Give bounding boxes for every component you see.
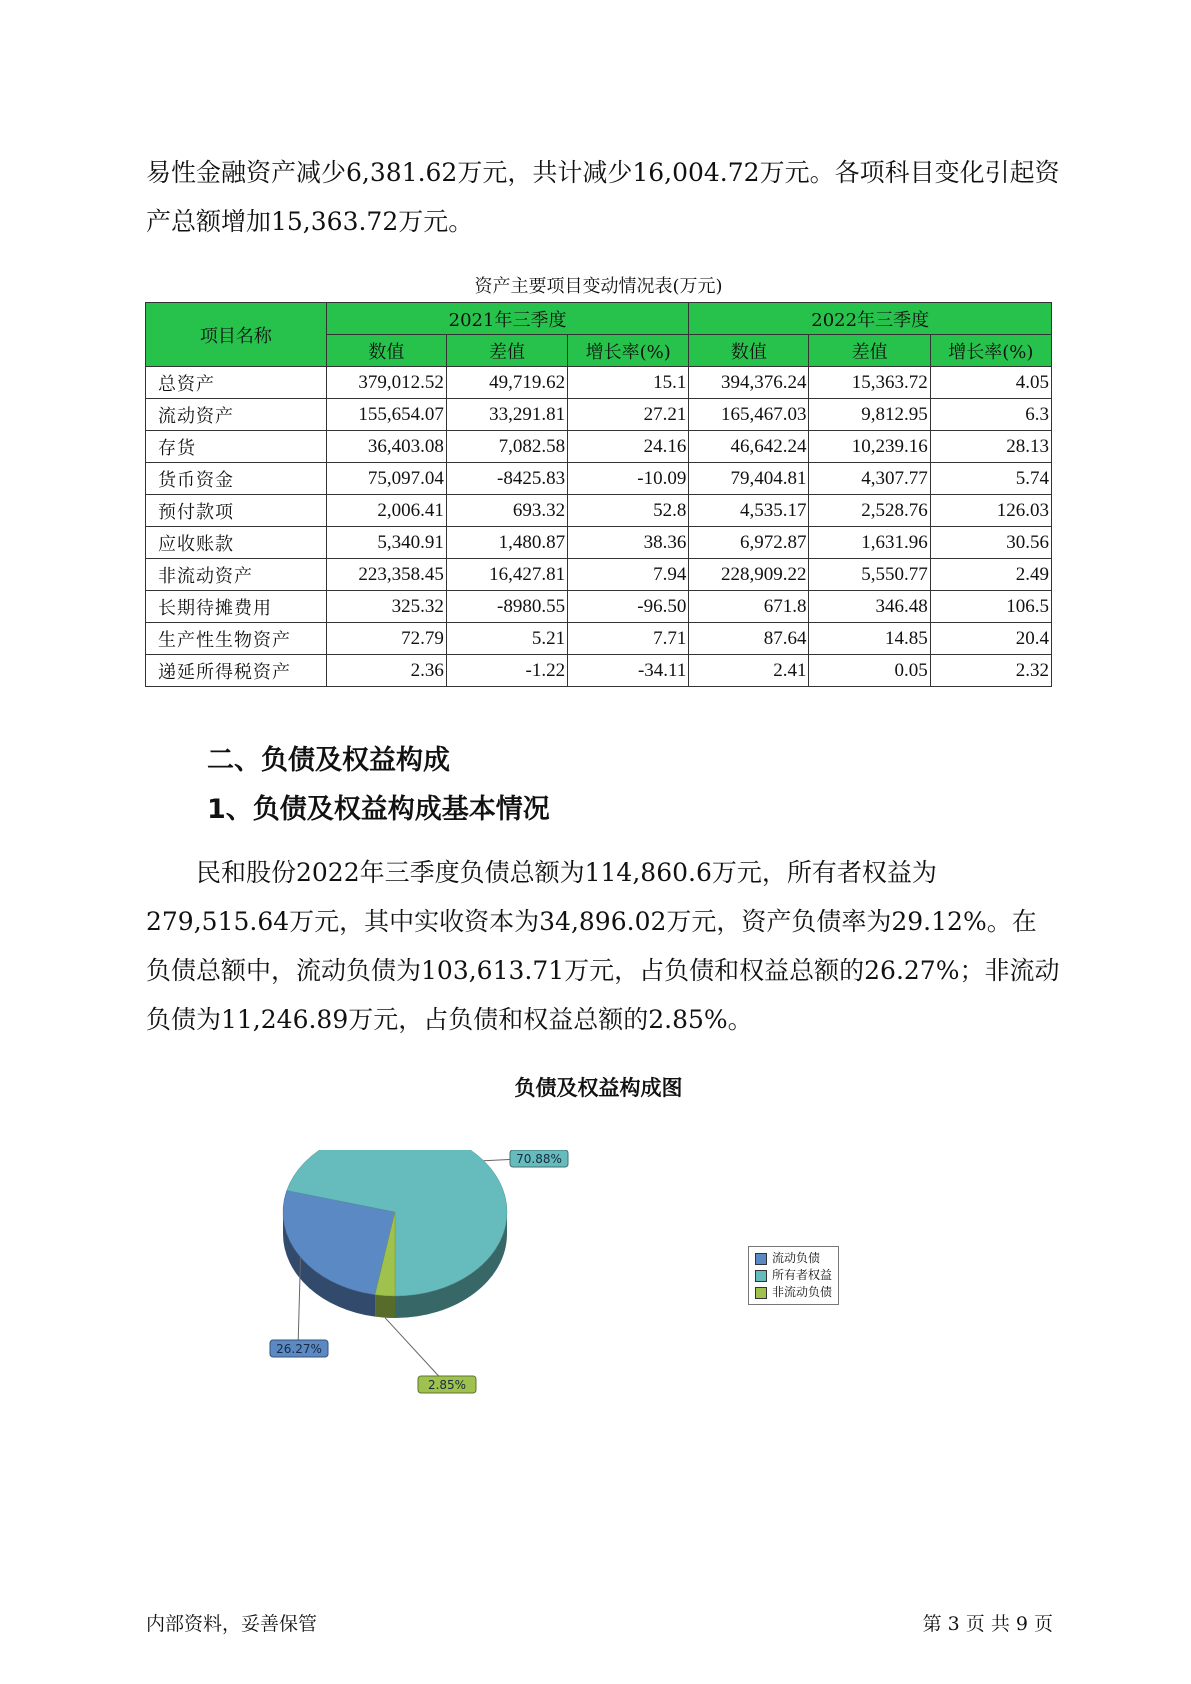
label-leader-line — [385, 1318, 446, 1384]
cell-d1: 16,427.81 — [446, 559, 567, 591]
cell-g2: 30.56 — [930, 527, 1051, 559]
intro-paragraph: 易性金融资产减少6,381.62万元，共计减少16,004.72万元。各项科目变化引起资产总额增加15,363.72万元。 — [146, 158, 1060, 236]
cell-g2: 4.05 — [930, 367, 1051, 399]
chart-legend — [748, 1246, 839, 1305]
cell-g1: 38.36 — [568, 527, 689, 559]
table-row — [146, 495, 1052, 527]
cell-v1: 379,012.52 — [326, 367, 446, 399]
cell-d2: 346.48 — [809, 591, 930, 623]
row-item-name: 流动资产 — [146, 399, 327, 431]
cell-d2: 1,631.96 — [809, 527, 930, 559]
table-row — [146, 399, 1052, 431]
cell-g1: 7.71 — [568, 623, 689, 655]
cell-d1: -8980.55 — [446, 591, 567, 623]
cell-v2: 46,642.24 — [689, 431, 809, 463]
cell-g1: 52.8 — [568, 495, 689, 527]
header-period-2022: 2022年三季度 — [689, 303, 1052, 335]
table-row — [146, 527, 1052, 559]
chart-title: 负债及权益构成图 — [514, 1076, 683, 1100]
pie-chart — [240, 1150, 660, 1410]
cell-v1: 2.36 — [326, 655, 446, 687]
row-item-name: 非流动资产 — [146, 559, 327, 591]
cell-v1: 5,340.91 — [326, 527, 446, 559]
cell-g1: -10.09 — [568, 463, 689, 495]
cell-g1: 27.21 — [568, 399, 689, 431]
header-diff: 差值 — [809, 335, 930, 367]
row-item-name: 应收账款 — [146, 527, 327, 559]
cell-v1: 223,358.45 — [326, 559, 446, 591]
pie-side-2 — [375, 1295, 395, 1318]
table-row — [146, 463, 1052, 495]
header-growth: 增长率(%) — [930, 335, 1051, 367]
legend-label: 所有者权益 — [772, 1268, 833, 1282]
row-item-name: 总资产 — [146, 367, 327, 399]
cell-g2: 5.74 — [930, 463, 1051, 495]
cell-v2: 165,467.03 — [689, 399, 809, 431]
cell-d2: 2,528.76 — [809, 495, 930, 527]
cell-g2: 20.4 — [930, 623, 1051, 655]
cell-v2: 2.41 — [689, 655, 809, 687]
data-label: 26.27% — [276, 1342, 322, 1356]
row-item-name: 生产性生物资产 — [146, 623, 327, 655]
cell-g1: 24.16 — [568, 431, 689, 463]
asset-change-table — [145, 302, 1052, 687]
cell-v1: 155,654.07 — [326, 399, 446, 431]
cell-d2: 14.85 — [809, 623, 930, 655]
legend-swatch — [755, 1253, 767, 1265]
cell-d1: -8425.83 — [446, 463, 567, 495]
table-row — [146, 367, 1052, 399]
row-item-name: 递延所得税资产 — [146, 655, 327, 687]
cell-d1: 49,719.62 — [446, 367, 567, 399]
page-number: 第 3 页 共 9 页 — [922, 1613, 1053, 1635]
section-heading: 二、负债及权益构成 — [207, 745, 450, 776]
legend-item — [755, 1284, 832, 1301]
cell-d2: 5,550.77 — [809, 559, 930, 591]
header-diff: 差值 — [446, 335, 567, 367]
cell-d2: 15,363.72 — [809, 367, 930, 399]
cell-d1: -1.22 — [446, 655, 567, 687]
cell-g2: 2.32 — [930, 655, 1051, 687]
table-row — [146, 655, 1052, 687]
header-value: 数值 — [689, 335, 809, 367]
cell-v1: 2,006.41 — [326, 495, 446, 527]
legend-item — [755, 1250, 832, 1267]
cell-d2: 10,239.16 — [809, 431, 930, 463]
cell-d1: 5.21 — [446, 623, 567, 655]
row-item-name: 存货 — [146, 431, 327, 463]
header-growth: 增长率(%) — [568, 335, 689, 367]
cell-d1: 1,480.87 — [446, 527, 567, 559]
table-caption: 资产主要项目变动情况表(万元) — [474, 276, 723, 297]
cell-g1: 15.1 — [568, 367, 689, 399]
legend-swatch — [755, 1270, 767, 1282]
cell-v2: 4,535.17 — [689, 495, 809, 527]
row-item-name: 长期待摊费用 — [146, 591, 327, 623]
header-item-name: 项目名称 — [146, 303, 327, 367]
legend-label: 流动负债 — [772, 1251, 821, 1265]
cell-d1: 693.32 — [446, 495, 567, 527]
cell-v1: 75,097.04 — [326, 463, 446, 495]
legend-swatch — [755, 1287, 767, 1299]
cell-g1: 7.94 — [568, 559, 689, 591]
row-item-name: 预付款项 — [146, 495, 327, 527]
header-value: 数值 — [326, 335, 446, 367]
cell-g1: -34.11 — [568, 655, 689, 687]
cell-v1: 72.79 — [326, 623, 446, 655]
table-row — [146, 623, 1052, 655]
cell-v2: 228,909.22 — [689, 559, 809, 591]
cell-v2: 87.64 — [689, 623, 809, 655]
header-period-2021: 2021年三季度 — [326, 303, 689, 335]
data-label: 70.88% — [516, 1152, 562, 1166]
data-label: 2.85% — [427, 1378, 467, 1392]
cell-d2: 9,812.95 — [809, 399, 930, 431]
cell-v1: 36,403.08 — [326, 431, 446, 463]
cell-g2: 2.49 — [930, 559, 1051, 591]
cell-v1: 325.32 — [326, 591, 446, 623]
table-row — [146, 431, 1052, 463]
row-item-name: 货币资金 — [146, 463, 327, 495]
cell-v2: 79,404.81 — [689, 463, 809, 495]
cell-g2: 28.13 — [930, 431, 1051, 463]
cell-g2: 126.03 — [930, 495, 1051, 527]
subsection-heading: 1、负债及权益构成基本情况 — [207, 794, 550, 825]
cell-v2: 671.8 — [689, 591, 809, 623]
cell-d2: 0.05 — [809, 655, 930, 687]
cell-g2: 6.3 — [930, 399, 1051, 431]
cell-v2: 394,376.24 — [689, 367, 809, 399]
legend-item — [755, 1267, 832, 1284]
cell-d1: 33,291.81 — [446, 399, 567, 431]
cell-v2: 6,972.87 — [689, 527, 809, 559]
cell-d1: 7,082.58 — [446, 431, 567, 463]
legend-label: 非流动负债 — [772, 1285, 833, 1299]
table-row — [146, 591, 1052, 623]
body-paragraph: 民和股份2022年三季度负债总额为114,860.6万元，所有者权益为279,515.64万元，其中实收资本为34,896.02万元，资产负债率为29.12%。在负债总额中，流动负债为103,613.71万元，占负债和权益总额的26.27%；非流动负债为11,246.89万元，占负债和权益总额的2.85%。 — [146, 858, 1060, 1034]
cell-g2: 106.5 — [930, 591, 1051, 623]
footer-confidential: 内部资料，妥善保管 — [146, 1613, 318, 1635]
cell-g1: -96.50 — [568, 591, 689, 623]
table-row — [146, 559, 1052, 591]
cell-d2: 4,307.77 — [809, 463, 930, 495]
